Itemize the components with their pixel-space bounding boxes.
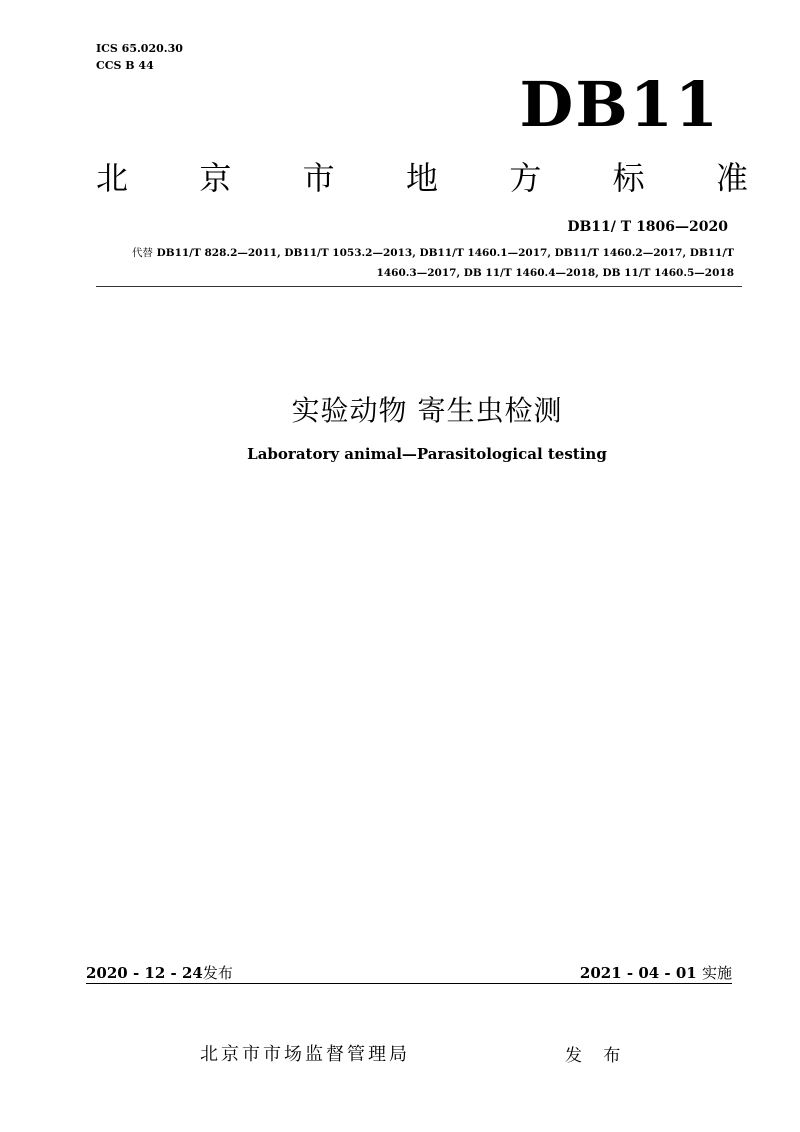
date-divider [86, 983, 732, 984]
implement-date-block [580, 962, 732, 983]
publish-label: 发布 [202, 964, 233, 982]
ccs-code: CCS B 44 [96, 59, 154, 72]
standard-type-char: 北 [96, 159, 129, 197]
standard-number: DB11/ T 1806—2020 [567, 219, 728, 235]
db11-logo: DB11 [519, 68, 720, 141]
standard-type-char: 方 [509, 159, 542, 197]
standard-type-char: 准 [715, 159, 748, 197]
publish-date: 2020 - 12 - 24 [86, 964, 203, 982]
standard-type-char: 市 [302, 159, 335, 197]
implement-date: 2021 - 04 - 01 [579, 964, 697, 982]
issuing-authority: 北京市市场监督管理局 [200, 1044, 410, 1065]
replaces-line-2: 1460.3—2017, DB 11/T 1460.4—2018, DB 11/T 1460.5—2018 [376, 267, 734, 279]
title-english: Laboratory animal—Parasitological testing [247, 445, 607, 463]
replaces-statement [96, 243, 734, 283]
issue-label: 发 布 [565, 1046, 629, 1066]
standard-type-heading [96, 158, 748, 198]
standard-type-char: 地 [405, 159, 438, 197]
standard-type-char: 标 [612, 159, 645, 197]
classification-codes [96, 40, 183, 74]
header-divider [96, 286, 742, 287]
standard-type-char: 京 [199, 159, 232, 197]
ics-code: ICS 65.020.30 [96, 42, 183, 55]
publish-date-block [86, 962, 233, 983]
title-chinese: 实验动物 寄生虫检测 [291, 394, 563, 427]
replaces-prefix: 代替 [131, 247, 153, 259]
date-row [86, 962, 732, 983]
implement-label: 实施 [701, 964, 732, 982]
replaces-line-1: DB11/T 828.2—2011, DB11/T 1053.2—2013, DB11/T 1460.1—2017, DB11/T 1460.2—2017, DB11/T [156, 247, 734, 259]
